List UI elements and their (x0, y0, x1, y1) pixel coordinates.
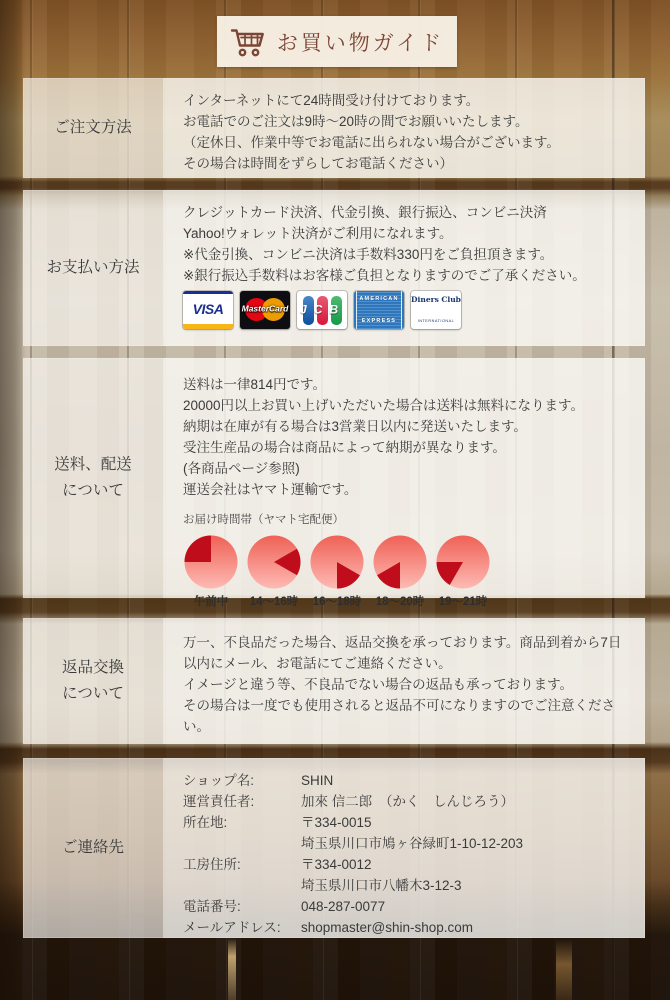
clock-pie-icon (435, 534, 491, 590)
visa-card-icon: VISA (183, 291, 233, 329)
delivery-pie-3 (372, 534, 428, 613)
section-payment-title: お支払い方法 (23, 190, 163, 346)
phone-number: 048-287-0077 (301, 899, 386, 914)
section-shipping (23, 358, 645, 608)
contact-row: 工房住所: 〒334-0012 (183, 854, 629, 875)
body-text-line: Yahoo!ウォレット決済がご利用になれます。 (183, 226, 453, 241)
body-text-line: 受注生産品の場合は商品によって納期が異なります。 (183, 440, 506, 455)
body-text-line: 送料は一律814円です。 (183, 377, 326, 392)
amex-card-icon: AMERICAN EXPRESS (354, 291, 404, 329)
section-contact-title: ご連絡先 (23, 758, 163, 938)
delivery-pie-4 (435, 534, 491, 613)
address-street: 埼玉県川口市鳩ヶ谷緑町1-10-12-203 (301, 836, 524, 851)
body-text-line: イメージと違う等、不良品でない場合の返品も承っております。 (183, 677, 574, 692)
delivery-pie-1 (246, 534, 302, 613)
workshop-street: 埼玉県川口市八幡木3-12-3 (301, 878, 462, 893)
delivery-slot-label: 午前中 (193, 596, 229, 608)
body-text-line: 万一、不良品だった場合、返品交換を承っております。商品到着から7日以内にメール、お電話にてご連絡ください。 (183, 635, 622, 671)
body-text-line: クレジットカード決済、代金引換、銀行振込、コンビニ決済 (183, 205, 547, 220)
section-contact (23, 758, 645, 938)
clock-pie-icon (183, 534, 239, 590)
contact-row (183, 875, 629, 896)
section-contact-body (163, 758, 645, 938)
delivery-slot-label: 16～18時 (312, 596, 362, 608)
contact-row (183, 833, 629, 854)
shop-name: SHIN (301, 773, 334, 788)
body-text-line: (各商品ページ参照) (183, 461, 300, 476)
page-header (217, 16, 457, 67)
clock-pie-icon (372, 534, 428, 590)
section-order-body (163, 78, 645, 178)
contact-row: 運営責任者: 加來 信二郎 （かく しんじろう） (183, 791, 629, 812)
contact-row: 所在地: 〒334-0015 (183, 812, 629, 833)
section-payment-body (163, 190, 645, 346)
delivery-pie-2 (309, 534, 365, 613)
section-order (23, 78, 645, 178)
address-postal: 〒334-0015 (301, 815, 372, 830)
body-text-line: その場合は時間をずらしてお電話ください） (183, 156, 453, 171)
email-address: shopmaster@shin-shop.com (301, 920, 474, 935)
section-shipping-title: 送料、配送 について (23, 358, 163, 598)
clock-pie-icon (309, 534, 365, 590)
delivery-slot-label: 14～16時 (249, 596, 299, 608)
cart-icon (230, 26, 266, 57)
delivery-pies (183, 534, 629, 613)
contact-row: メールアドレス: shopmaster@shin-shop.com (183, 917, 629, 938)
page-title: お買い物ガイド (276, 30, 445, 55)
section-shipping-body (163, 358, 645, 608)
body-text-line: その場合は一度でも使用されると返品不可になりますのでご注意ください。 (183, 698, 615, 734)
body-text-line: お電話でのご注文は9時～20時の間でお願いいたします。 (183, 114, 529, 129)
section-order-title: ご注文方法 (23, 78, 163, 178)
body-text-line: インターネットにて24時間受け付けております。 (183, 93, 480, 108)
delivery-time-caption: お届け時間帯（ヤマト宅配便） (183, 514, 344, 526)
payment-card-logos (183, 291, 629, 329)
body-text-line: 納期は在庫が有る場合は3営業日以内に発送いたします。 (183, 419, 527, 434)
mastercard-card-icon: MasterCard (240, 291, 290, 329)
body-text-line: 20000円以上お買い上げいただいた場合は送料は無料になります。 (183, 398, 584, 413)
section-payment (23, 190, 645, 346)
delivery-pie-0 (183, 534, 239, 613)
delivery-slot-label: 18～20時 (375, 596, 425, 608)
diners-card-icon: Diners Club INTERNATIONAL (411, 291, 461, 329)
contact-row: 電話番号: 048-287-0077 (183, 896, 629, 917)
section-returns (23, 618, 645, 744)
jcb-card-icon: JCB (297, 291, 347, 329)
body-text-line: 運送会社はヤマト運輸です。 (183, 482, 358, 497)
body-text-line: （定休日、作業中等でお電話に出られない場合がございます。 (183, 135, 560, 150)
delivery-slot-label: 19～21時 (438, 596, 488, 608)
section-returns-body (163, 618, 645, 744)
section-returns-title: 返品交換 について (23, 618, 163, 744)
clock-pie-icon (246, 534, 302, 590)
manager-name: 加來 信二郎 （かく しんじろう） (301, 794, 515, 809)
workshop-postal: 〒334-0012 (301, 857, 372, 872)
contact-row: ショップ名: SHIN (183, 770, 629, 791)
body-text-line: ※銀行振込手数料はお客様ご負担となりますのでご了承ください。 (183, 268, 586, 283)
body-text-line: ※代金引換、コンビニ決済は手数料330円をご負担頂きます。 (183, 247, 554, 262)
